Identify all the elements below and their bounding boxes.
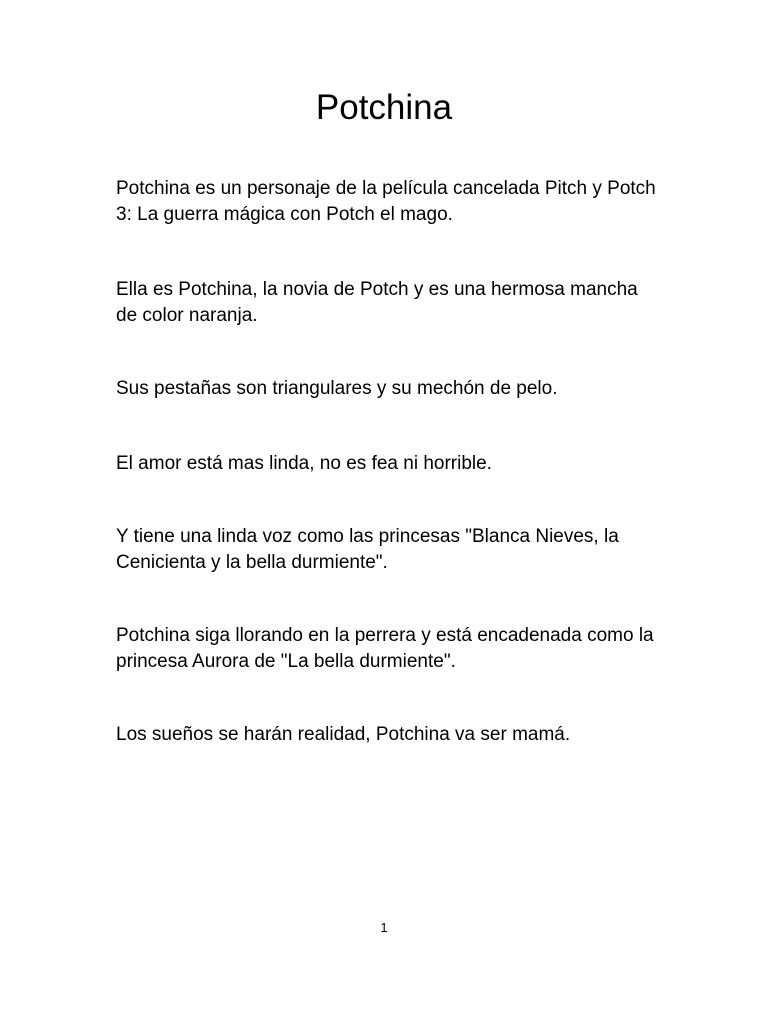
page-number: 1 [380,920,388,935]
paragraph-voice: Y tiene una linda voz como las princesas "Blanca Nieves, la Cenicienta y la bella durmiente". [116,526,619,573]
paragraph-dreams: Los sueños se harán realidad, Potchina va ser mamá. [116,724,571,745]
paragraph-pound: Potchina siga llorando en la perrera y está encadenada como la princesa Aurora de "La bella durmiente". [116,625,654,672]
paragraph-love: El amor está mas linda, no es fea ni horrible. [116,453,492,474]
paragraph-eyelashes: Sus pestañas son triangulares y su mechón de pelo. [116,378,558,399]
page-title: Potchina [315,88,453,127]
paragraph-girlfriend: Ella es Potchina, la novia de Potch y es una hermosa mancha de color naranja. [116,279,638,326]
paragraph-intro: Potchina es un personaje de la película cancelada Pitch y Potch 3: La guerra mágica con Potch el mago. [116,178,656,225]
